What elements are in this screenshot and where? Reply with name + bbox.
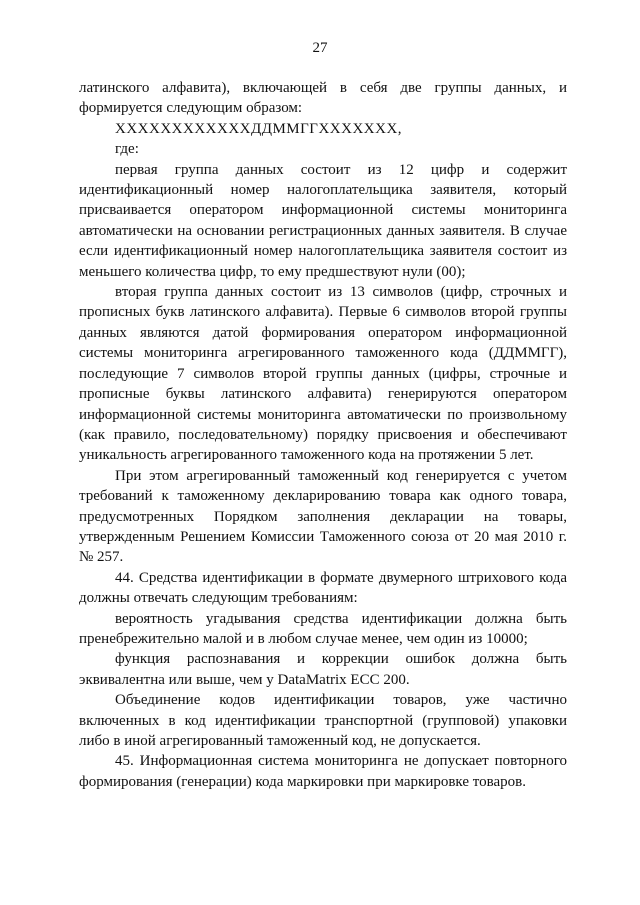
paragraph-44-probability: вероятность угадывания средства идентификации должна быть пренебрежительно малой и в любом случае менее, чем один из 10000;	[79, 610, 567, 647]
paragraph-45: 45. Информационная система мониторинга не допускает повторного формирования (генерации) кода маркировки при маркировке товаров.	[79, 753, 567, 790]
paragraph-combination: Объединение кодов идентификации товаров, уже частично включенных в код идентификации транспортной (групповой) упаковки либо в иной агрегированный таможенный код, не допускается.	[79, 692, 567, 749]
paragraph-44-recognition: функция распознавания и коррекции ошибок должна быть эквивалентна или выше, чем у DataMatrix ECC 200.	[79, 651, 567, 688]
paragraph-first-group: первая группа данных состоит из 12 цифр и содержит идентификационный номер налогоплательщика заявителя, который присваивается оператором информационной системы мониторинга автоматически на основании регистрационных данных заявителя. В случае если идентификационный номер налогоплательщика заявителя состоит из меньшего количества цифр, то ему предшествуют нули (00);	[79, 161, 567, 280]
code-template: XXXXXXXXXXXXДДММГГXXXXXXX,	[115, 120, 403, 137]
paragraph-code-generation: При этом агрегированный таможенный код генерируется с учетом требований к таможенному декларированию товара как одного товара, предусмотренных Порядком заполнения декларации на товары, утвержденным Решением Комиссии Таможенного союза от 20 мая 2010 г. № 257.	[79, 467, 567, 566]
where-label: где:	[115, 141, 139, 158]
paragraph-intro: латинского алфавита), включающей в себя две группы данных, и формируется следующим образом:	[79, 80, 567, 117]
paragraph-44: 44. Средства идентификации в формате двумерного штрихового кода должны отвечать следующим требованиям:	[79, 569, 567, 607]
paragraph-second-group: вторая группа данных состоит из 13 символов (цифр, строчных и прописных букв латинского алфавита). Первые 6 символов второй группы данных являются датой формирования оператором информационной системы мониторинга агрегированного таможенного кода (ДДММГГ), последующие 7 символов второй группы данных (цифры, строчные и прописные буквы латинского алфавита) генерируются оператором информационной системы мониторинга автоматически по произвольному (как правило, последовательному) порядку присвоения и обеспечивают уникальность агрегированного таможенного кода на протяжении 5 лет.	[79, 284, 567, 464]
document-body	[79, 78, 567, 792]
page-number: 27	[312, 40, 328, 56]
